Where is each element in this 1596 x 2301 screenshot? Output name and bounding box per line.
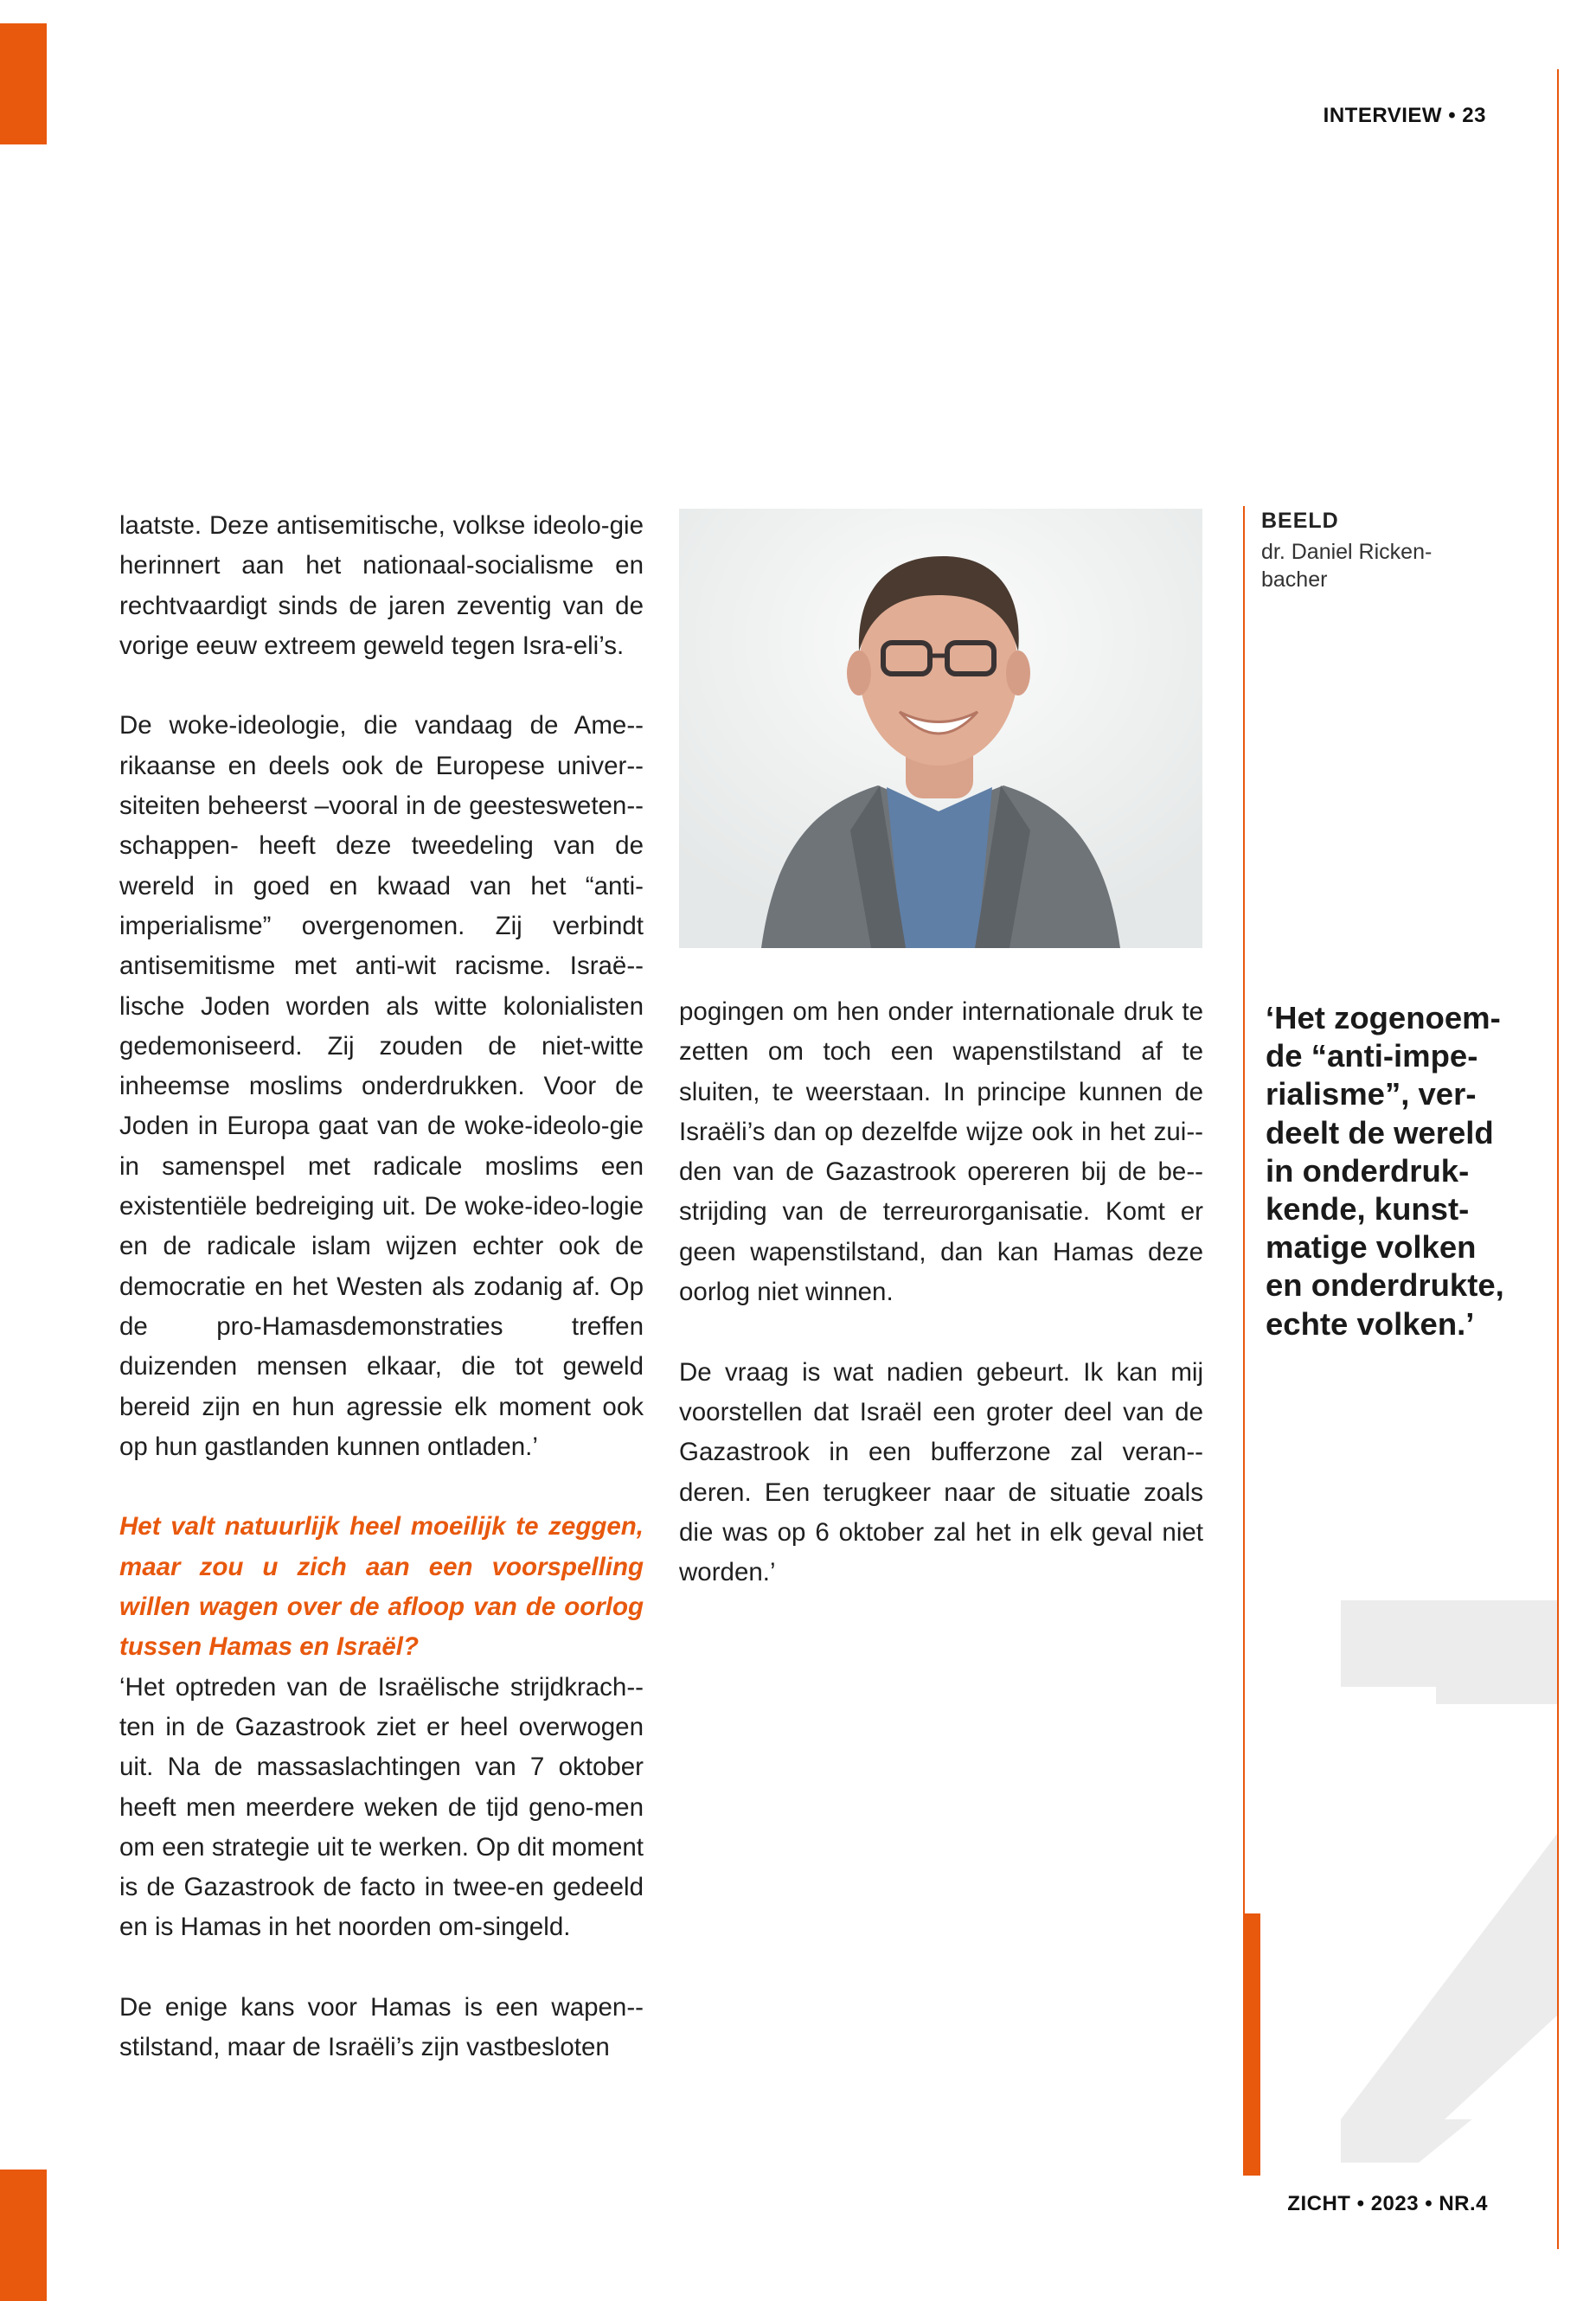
decorative-z-shape bbox=[1341, 1600, 1557, 2163]
paragraph: laatste. Deze antisemitische, volkse ideolo-gie herinnert aan het nationaal-socialisme en rechtvaardigt sinds de jaren zeventig van de vorige eeuw extreem geweld tegen Isra-eli’s. bbox=[119, 511, 644, 660]
portrait-illustration bbox=[679, 509, 1202, 948]
photo-credit-label: BEELD bbox=[1261, 509, 1339, 533]
top-left-accent-tab bbox=[0, 23, 47, 144]
article-column-1 bbox=[119, 506, 644, 2068]
pull-quote: ‘Het zogenoem- de “anti-impe- rialisme”, ver- deelt de wereld in onderdruk- kende, kunst- matige volken en onderdrukte, echte volken.’ bbox=[1266, 1000, 1504, 1342]
sidebar-accent-bar bbox=[1243, 1913, 1260, 2176]
right-page-rule bbox=[1557, 69, 1559, 2249]
article-column-2 bbox=[679, 992, 1203, 1593]
paragraph: De enige kans voor Hamas is een wapen-stilstand, maar de Israëli’s zijn vastbesloten bbox=[119, 1992, 644, 2062]
portrait-photo bbox=[679, 509, 1202, 948]
bottom-left-accent-tab bbox=[0, 2170, 47, 2301]
interview-question: Het valt natuurlijk heel moeilijk te zeggen, maar zou u zich aan een voorspelling willen wagen over de afloop van de oorlog tussen Hamas en Israël? bbox=[119, 1512, 644, 1662]
running-footer: ZICHT • 2023 • NR.4 bbox=[1287, 2192, 1488, 2215]
qa-block bbox=[119, 1507, 644, 1947]
paragraph: De vraag is wat nadien gebeurt. Ik kan mij voorstellen dat Israël een groter deel van de Gazastrook in een bufferzone zal veran-deren. Een terugkeer naar de situatie zoals die was op 6 oktober zal het in elk geval niet worden.’ bbox=[679, 1357, 1203, 1587]
paragraph: pogingen om hen onder internationale druk te zetten om toch een wapenstilstand af te sluiten, te weerstaan. In principe kunnen de Israëli’s dan op dezelfde wijze ook in het zui-den van de Gazastrook opereren bij de be-strijding van de terreurorganisatie. Komt er geen wapenstilstand, dan kan Hamas deze oorlog niet winnen. bbox=[679, 997, 1203, 1307]
running-header: INTERVIEW • 23 bbox=[1323, 104, 1486, 127]
photo-credit-name: dr. Daniel Ricken- bacher bbox=[1261, 540, 1433, 592]
interview-answer: ‘Het optreden van de Israëlische strijdkrach-ten in de Gazastrook ziet er heel overwogen uit. Na de massaslachtingen van 7 oktober heeft men meerdere weken de tijd geno-men om een strategie uit te werken. Op dit moment is de Gazastrook de facto in twee-en gedeeld en is Hamas in het noorden om-singeld. bbox=[119, 1672, 644, 1942]
paragraph: De woke-ideologie, die vandaag de Ame-rikaanse en deels ook de Europese univer-siteiten beheerst –vooral in de geestesweten-schappen- heeft deze tweedeling van de wereld in goed en kwaad van het “anti-imperialisme” overgenomen. Zij verbindt antisemitisme met anti-wit racisme. Israë-lische Joden worden als witte kolonialisten gedemoniseerd. Zij zouden de niet-witte inheemse moslims onderdrukken. Voor de Joden in Europa gaat van de woke-ideolo-gie in samenspel met radicale moslims een existentiële bedreiging uit. De woke-ideo-logie en de radicale islam wijzen echter ook de democratie en het Westen als zodanig af. Op de pro-Hamasdemonstraties treffen duizenden mensen elkaar, die tot geweld bereid zijn en hun agressie elk moment ook op hun gastlanden kunnen ontladen.’ bbox=[119, 711, 644, 1461]
